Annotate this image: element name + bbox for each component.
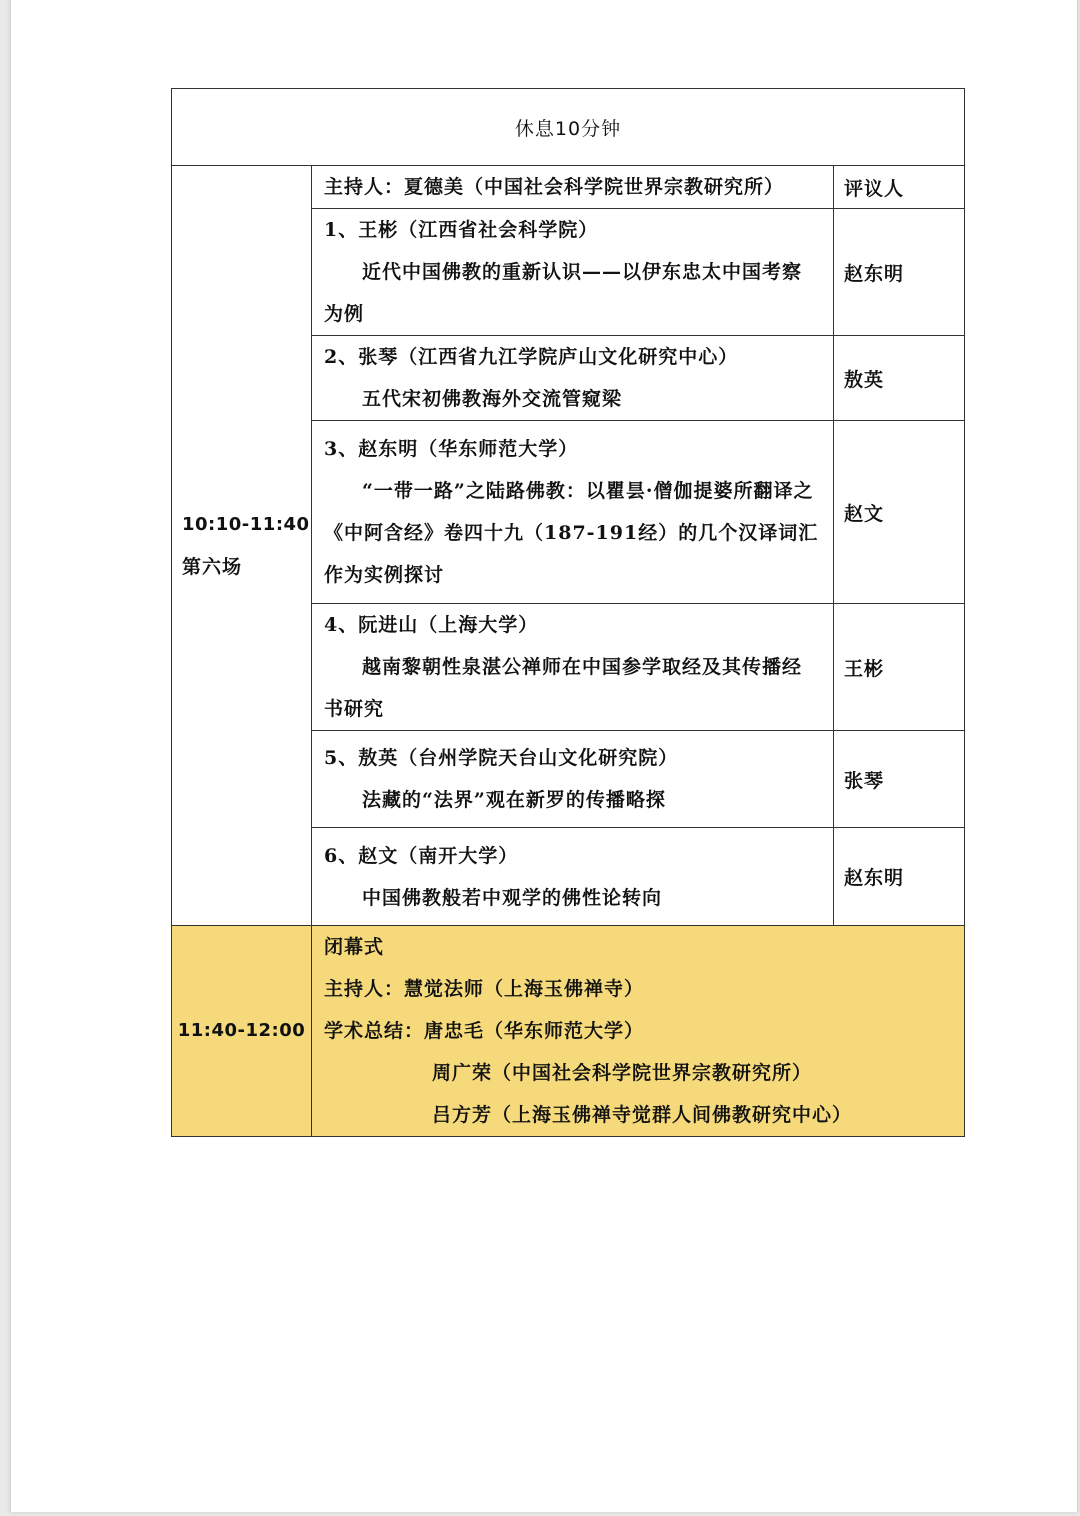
break-row <box>172 89 965 166</box>
summary-item: 周广荣（中国社会科学院世界宗教研究所） <box>432 1062 813 1084</box>
session-header-row <box>172 166 965 209</box>
talk-cell <box>312 731 834 828</box>
session-time-cell <box>172 166 312 926</box>
talk-cell <box>312 604 834 731</box>
closing-summary-first <box>324 1010 952 1052</box>
talk-reviewer: 张琴 <box>834 731 965 828</box>
closing-host: 主持人：慧觉法师（上海玉佛禅寺） <box>324 978 645 1000</box>
summary-item: 吕方芳（上海玉佛禅寺觉群人间佛教研究中心） <box>432 1104 853 1126</box>
session-host: 主持人：夏德美（中国社会科学院世界宗教研究所） <box>312 166 834 209</box>
talk-cell <box>312 336 834 421</box>
talk-reviewer: 赵东明 <box>834 828 965 926</box>
session-time: 10:10-11:40 <box>182 513 310 535</box>
closing-time: 11:40-12:00 <box>172 926 312 1137</box>
talk-speaker: 4、阮进山（上海大学） <box>324 614 539 636</box>
talk-speaker: 3、赵东明（华东师范大学） <box>324 438 579 460</box>
talk-reviewer: 王彬 <box>834 604 965 731</box>
talk-speaker: 5、敖英（台州学院天台山文化研究院） <box>324 747 679 769</box>
talk-speaker: 2、张琴（江西省九江学院庐山文化研究中心） <box>324 346 739 368</box>
talk-cell <box>312 828 834 926</box>
talk-speaker: 1、王彬（江西省社会科学院） <box>324 219 599 241</box>
reviewer-header: 评议人 <box>834 166 965 209</box>
talk-cell <box>312 209 834 336</box>
summary-label: 学术总结： <box>324 1020 425 1042</box>
talk-title: 近代中国佛教的重新认识——以伊东忠太中国考察为例 <box>324 261 803 325</box>
talk-reviewer: 敖英 <box>834 336 965 421</box>
talk-title: 中国佛教般若中观学的佛性论转向 <box>362 886 663 909</box>
session-name: 第六场 <box>182 555 243 578</box>
closing-cell <box>312 926 965 1137</box>
talk-reviewer: 赵东明 <box>834 209 965 336</box>
talk-title: 五代宋初佛教海外交流管窥梁 <box>362 388 623 410</box>
talk-speaker: 6、赵文（南开大学） <box>324 844 519 867</box>
talk-title: “一带一路”之陆路佛教：以瞿昙·僧伽提婆所翻译之《中阿含经》卷四十九（187-191经）的几个汉译词汇作为实例探讨 <box>324 480 819 586</box>
talk-cell <box>312 421 834 604</box>
closing-row <box>172 926 965 1137</box>
closing-title: 闭幕式 <box>324 936 385 958</box>
talk-reviewer: 赵文 <box>834 421 965 604</box>
schedule-table <box>171 88 965 1137</box>
summary-item: 唐忠毛（华东师范大学） <box>424 1020 645 1042</box>
document-page <box>10 0 1078 1512</box>
talk-title: 法藏的“法界”观在新罗的传播略探 <box>362 789 666 811</box>
break-label: 休息10分钟 <box>172 89 965 166</box>
talk-title: 越南黎朝性泉湛公禅师在中国参学取经及其传播经书研究 <box>324 656 803 720</box>
